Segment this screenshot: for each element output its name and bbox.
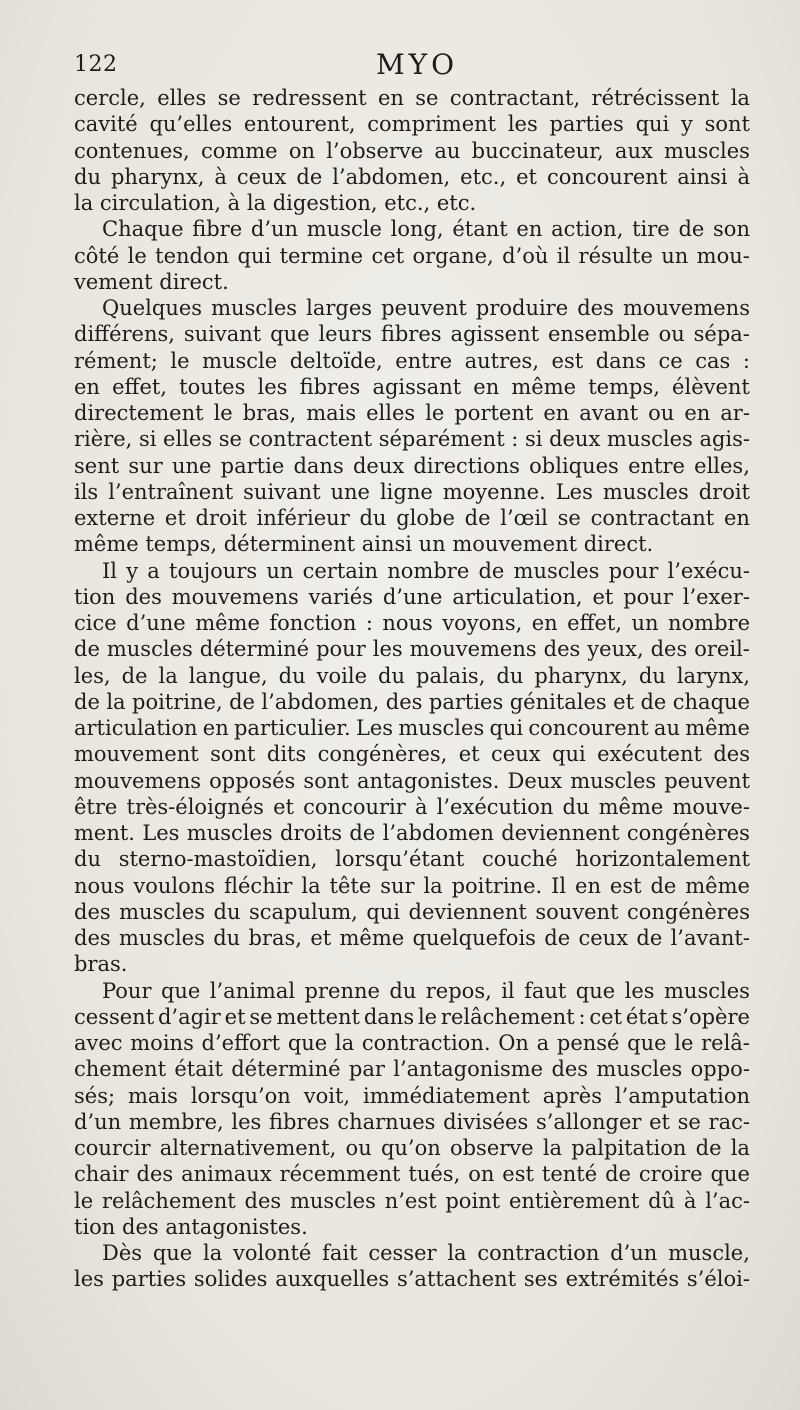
- text-line: cavité qu’elles entourent, compriment les parties qui y sont: [74, 112, 750, 137]
- text-line: du sterno-mastoïdien, lorsqu’étant couché horizontalement: [74, 847, 750, 872]
- text-line: différens, suivant que leurs fibres agissent ensemble ou sépa-: [74, 322, 750, 347]
- text-line: même temps, déterminent ainsi un mouvement direct.: [74, 532, 654, 557]
- text-line: de muscles déterminé pour les mouvemens des yeux, des oreil-: [74, 637, 750, 662]
- text-line: bras.: [74, 952, 128, 977]
- text-line: Chaque fibre d’un muscle long, étant en action, tire de son: [102, 217, 750, 242]
- text-line: articulation en particulier. Les muscles qui concourent au même: [74, 716, 750, 740]
- running-head: MYO: [375, 48, 459, 81]
- text-line: être très-éloignés et concourir à l’exécution du même mouve-: [74, 794, 750, 819]
- text-line: rière, si elles se contractent séparément : si deux muscles agis-: [74, 427, 750, 452]
- text-line: mouvemens opposés sont antagonistes. Deux muscles peuvent: [74, 768, 750, 793]
- text-line: sés; mais lorsqu’on voit, immédiatement après l’amputation: [74, 1083, 750, 1108]
- body-text: [74, 85, 750, 1293]
- text-line: tion des antagonistes.: [74, 1214, 308, 1239]
- text-line: en effet, toutes les fibres agissant en même temps, élèvent: [74, 374, 750, 399]
- text-line: des muscles du bras, et même quelquefois de ceux de l’avant-: [74, 926, 750, 950]
- text-line: tion des mouvemens variés d’une articulation, et pour l’exer-: [74, 584, 750, 609]
- text-line: du pharynx, à ceux de l’abdomen, etc., et concourent ainsi à: [74, 164, 750, 189]
- text-line: avec moins d’effort que la contraction. On a pensé que le relâ-: [74, 1031, 750, 1055]
- text-line: directement le bras, mais elles le portent en avant ou en ar-: [74, 401, 750, 425]
- text-line: cice d’une même fonction : nous voyons, en effet, un nombre: [74, 611, 750, 635]
- text-line: cercle, elles se redressent en se contractant, rétrécissent la: [74, 86, 750, 110]
- text-line: Il y a toujours un certain nombre de muscles pour l’exécu-: [102, 558, 750, 583]
- text-line: chement était déterminé par l’antagonisme des muscles oppo-: [74, 1057, 750, 1082]
- page-number: 122: [74, 52, 118, 77]
- text-line: les, de la langue, du voile du palais, du pharynx, du larynx,: [74, 663, 750, 688]
- text-line: Dès que la volonté fait cesser la contraction d’un muscle,: [102, 1241, 750, 1265]
- text-line: d’un membre, les fibres charnues divisées s’allonger et se rac-: [74, 1109, 750, 1134]
- text-line: nous voulons fléchir la tête sur la poitrine. Il en est de même: [74, 873, 750, 898]
- text-line: sent sur une partie dans deux directions obliques entre elles,: [74, 453, 750, 478]
- text-line: rément; le muscle deltoïde, entre autres, est dans ce cas :: [74, 348, 750, 373]
- text-line: de la poitrine, de l’abdomen, des parties génitales et de chaque: [74, 689, 750, 714]
- page-header: [74, 48, 750, 84]
- text-line: cessent d’agir et se mettent dans le relâchement : cet état s’opère: [74, 1004, 750, 1029]
- text-line: vement direct.: [74, 269, 229, 294]
- text-line: la circulation, à la digestion, etc., etc.: [74, 191, 477, 215]
- text-line: mouvement sont dits congénères, et ceux qui exécutent des: [74, 742, 750, 767]
- text-line: côté le tendon qui termine cet organe, d’où il résulte un mou-: [74, 243, 750, 268]
- text-line: le relâchement des muscles n’est point entièrement dû à l’ac-: [74, 1188, 750, 1213]
- text-line: Quelques muscles larges peuvent produire des mouvemens: [102, 296, 750, 320]
- text-line: chair des animaux récemment tués, on est tenté de croire que: [74, 1162, 750, 1187]
- text-line: les parties solides auxquelles s’attachent ses extrémités s’éloi-: [74, 1267, 750, 1292]
- text-line: des muscles du scapulum, qui deviennent souvent congénères: [74, 899, 750, 924]
- text-line: contenues, comme on l’observe au buccinateur, aux muscles: [74, 138, 750, 163]
- text-line: ils l’entraînent suivant une ligne moyenne. Les muscles droit: [74, 479, 750, 504]
- text-line: ment. Les muscles droits de l’abdomen deviennent congénères: [74, 821, 750, 845]
- text-line: Pour que l’animal prenne du repos, il faut que les muscles: [102, 978, 750, 1003]
- text-line: externe et droit inférieur du globe de l’œil se contractant en: [74, 506, 750, 530]
- text-line: courcir alternativement, ou qu’on observe la palpitation de la: [74, 1136, 750, 1160]
